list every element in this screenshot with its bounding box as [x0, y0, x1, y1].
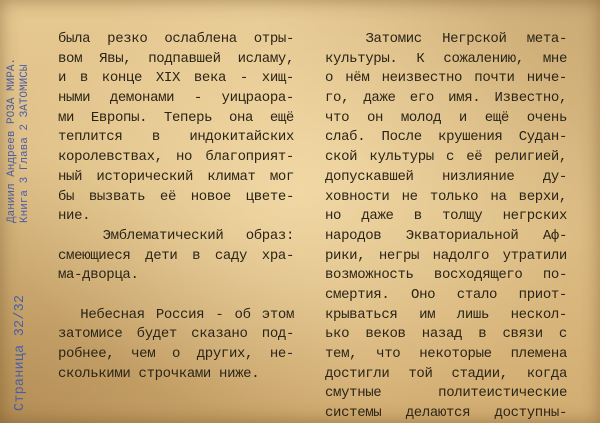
text-line: культуры. К сожалению, мне — [325, 50, 567, 67]
text-line: ными демонами - уицраора- — [58, 90, 294, 107]
text-line: крываться им лишь нескол- — [325, 306, 567, 323]
page-counter: Страница 32/32 — [13, 294, 28, 411]
text-line: слаб. После крушения Судан- — [325, 129, 567, 146]
text-line: ма-дворца. — [58, 267, 139, 284]
spine-text — [0, 0, 50, 423]
text-line: сколькими строчками ниже. — [58, 365, 260, 382]
text-line: ный исторический климат мог — [58, 168, 294, 185]
text-line — [58, 286, 294, 306]
text-line: возможность восходящего по- — [325, 267, 567, 284]
text-line: ховности не только на верхи, — [325, 188, 567, 205]
right-text-column — [325, 30, 567, 423]
text-line: но даже в толщу негрских — [325, 208, 567, 225]
spine-margin — [0, 0, 50, 423]
text-line: го, даже его имя. Известно, — [325, 90, 567, 107]
text-line: допускавшей низлияние ду- — [325, 168, 567, 185]
text-line: тем, что некоторые племена — [325, 346, 567, 362]
text-line: о нём неизвестно почти ниче- — [325, 70, 567, 87]
chapter-line: Книга 3 Глава 2 ЗАТОМИСЫ — [19, 64, 31, 223]
book-info — [6, 8, 32, 223]
left-text-column — [58, 30, 294, 384]
text-line: смеющиеся дети в саду хра- — [58, 247, 294, 264]
text-line: и в конце XIX века - хищ- — [58, 70, 294, 87]
text-line: смутные политеистические — [325, 385, 567, 402]
text-line: системы делаются доступны- — [325, 405, 567, 422]
text-line: королевствах, но благоприят- — [58, 149, 294, 166]
text-line: рики, негры надолго утратили — [325, 247, 567, 264]
text-line: Небесная Россия - об этом — [58, 306, 294, 323]
text-line: достигли той стадии, когда — [325, 365, 567, 382]
text-line: ние. — [58, 208, 91, 225]
text-line: смертия. Оно стало приот- — [325, 286, 567, 303]
text-line: народов Экваториальной Аф- — [325, 227, 567, 244]
text-line: робнее, чем о других, не- — [58, 346, 294, 362]
text-line: что он молод и ещё очень — [325, 109, 567, 126]
text-line: теплится в индокитайских — [58, 129, 294, 146]
text-line: бы вызвать её новое цвете- — [58, 188, 294, 205]
text-line: Затомис Негрской мета- — [325, 31, 567, 47]
text-line: Эмблематический образ: — [58, 227, 294, 244]
text-line: ько веков назад в связи с — [325, 326, 567, 343]
text-line: затомисе будет сказано под- — [58, 326, 294, 343]
text-line: ми Европы. Теперь она ещё — [58, 109, 294, 126]
text-line: ской культуры с её религией, — [325, 149, 567, 166]
book-title-line: Даниил Андреев РОЗА МИРА. — [6, 57, 18, 223]
text-line: была резко ослаблена отры- — [58, 31, 294, 47]
text-line: вом Явы, подпавшей исламу, — [58, 50, 294, 67]
